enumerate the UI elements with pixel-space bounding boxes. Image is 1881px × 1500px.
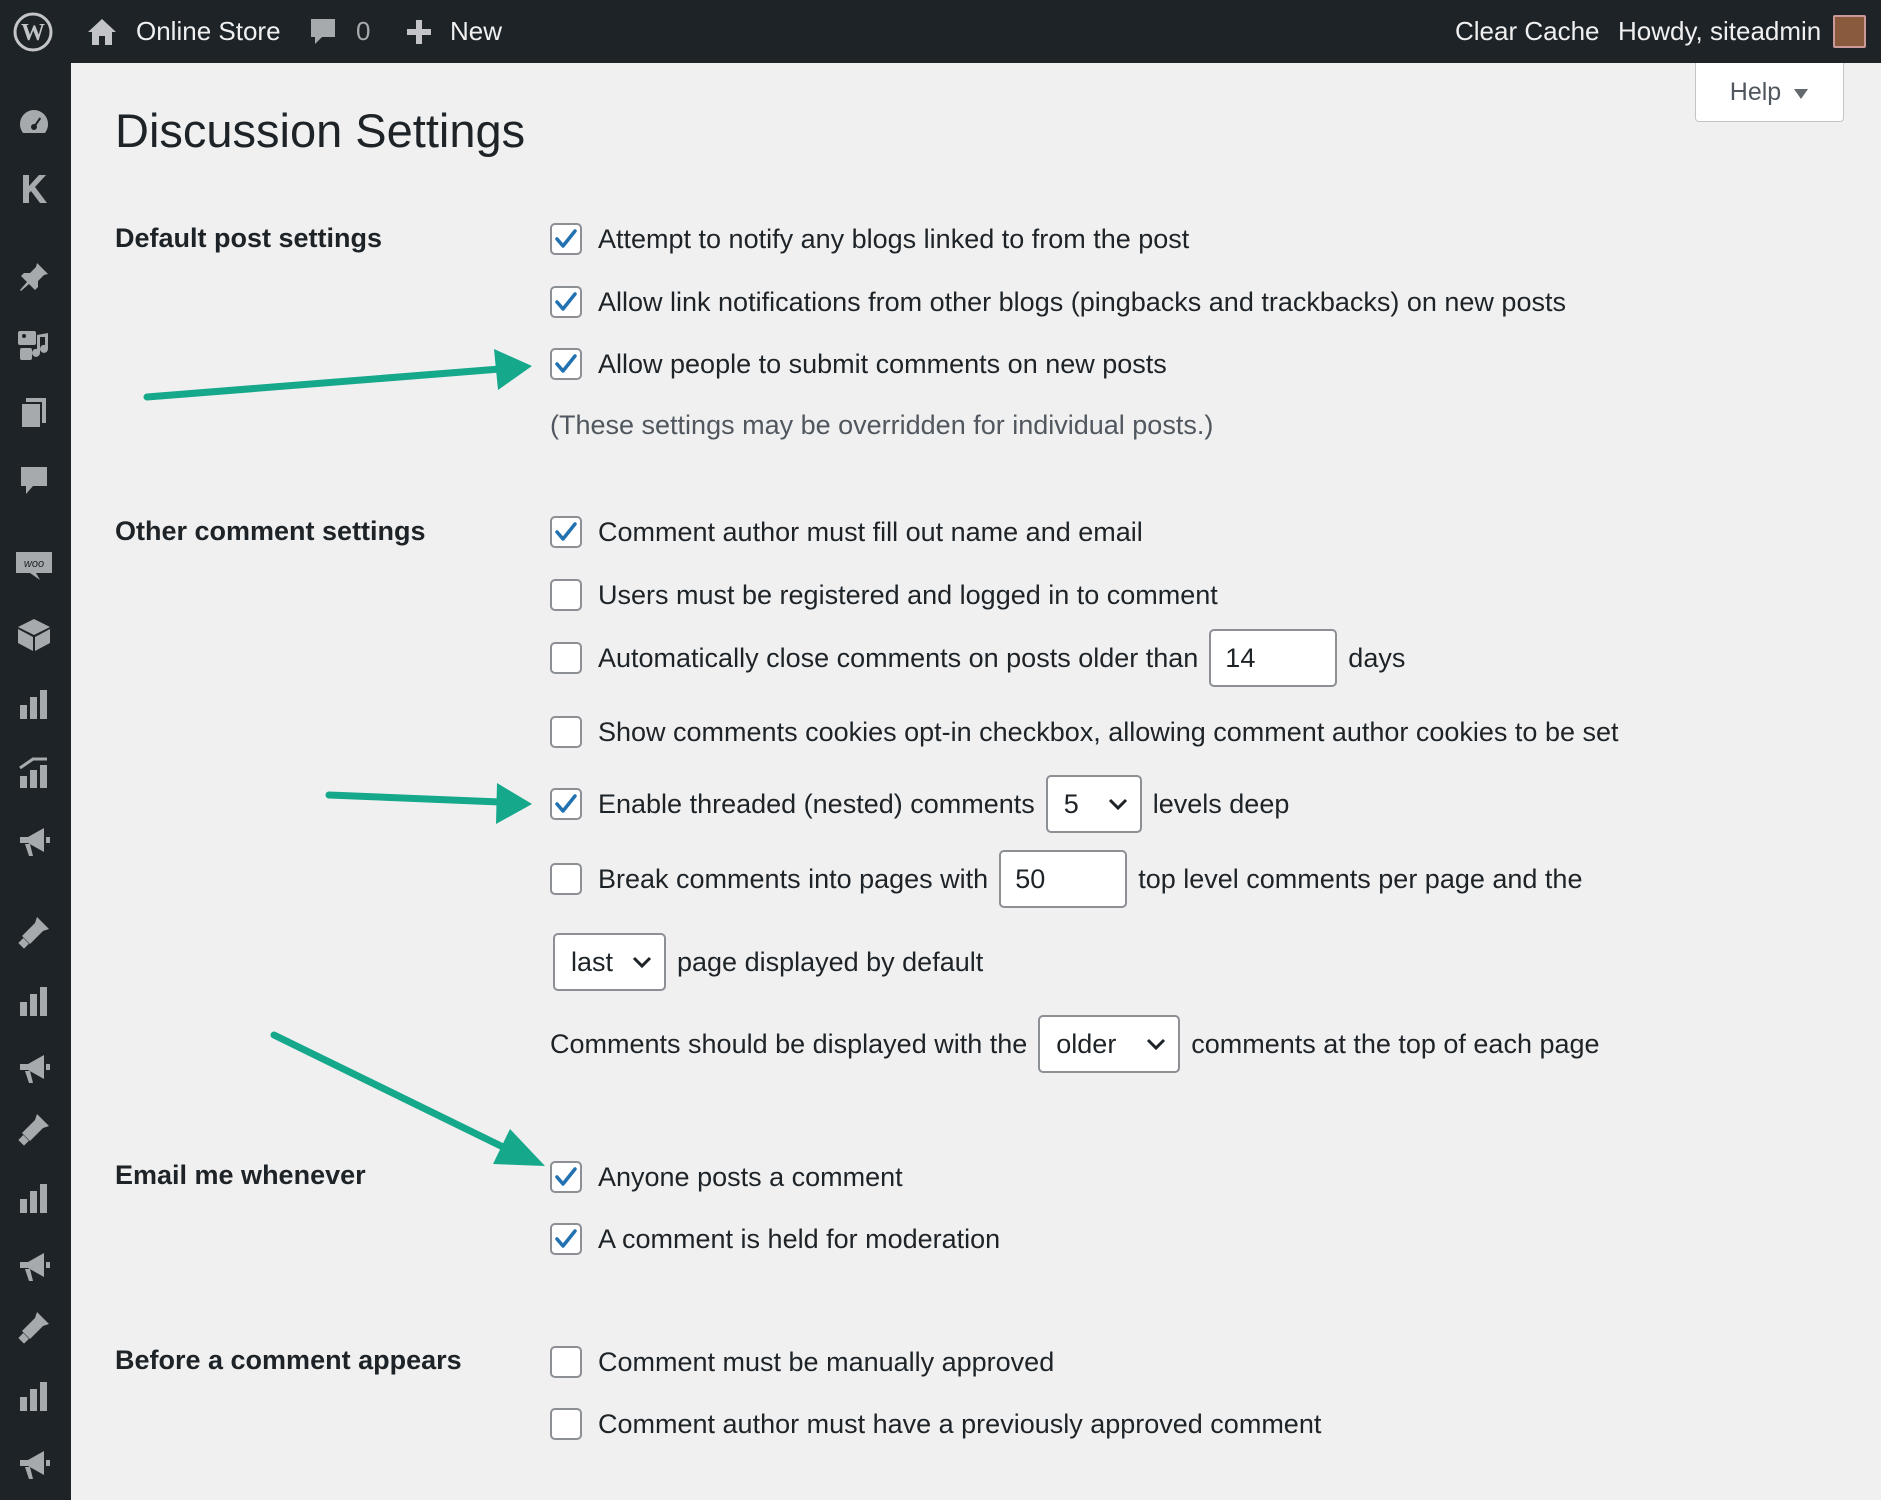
megaphone-icon[interactable] — [14, 822, 54, 862]
comments-per-page-input[interactable]: 50 — [999, 850, 1127, 908]
pages-icon[interactable] — [14, 393, 54, 433]
chevron-down-icon — [614, 956, 652, 968]
help-tab-button[interactable] — [1695, 63, 1844, 122]
previously-approved-label: Comment author must have a previously approved comment — [598, 1408, 1322, 1439]
held-moderation-checkbox[interactable] — [550, 1223, 582, 1255]
option-auto-close — [550, 629, 1405, 687]
option-manual-approval[interactable] — [550, 1346, 1054, 1378]
option-registered[interactable] — [550, 579, 1218, 611]
marketing-chart-icon[interactable] — [14, 753, 54, 793]
manual-approval-label: Comment must be manually approved — [598, 1346, 1055, 1377]
k-icon[interactable] — [14, 169, 54, 209]
checkmark-icon — [554, 227, 578, 251]
email-me-whenever-label: Email me whenever — [115, 1160, 366, 1190]
default-page-select[interactable] — [553, 933, 666, 991]
registered-label: Users must be registered and logged in to comment — [598, 579, 1218, 610]
checkmark-icon — [554, 520, 578, 544]
anyone-posts-label: Anyone posts a comment — [598, 1161, 903, 1192]
option-notify-blogs[interactable] — [550, 223, 1189, 255]
triangle-down-icon — [1793, 78, 1809, 107]
option-anyone-posts[interactable] — [550, 1161, 903, 1193]
chart-icon[interactable] — [14, 1178, 54, 1218]
other-comment-settings-label: Other comment settings — [115, 516, 426, 546]
comments-count: 0 — [356, 16, 371, 46]
default-page-label: page displayed by default — [677, 946, 984, 977]
option-cookies[interactable] — [550, 716, 1619, 748]
analytics-icon[interactable] — [14, 684, 54, 724]
admin-bar — [0, 0, 1881, 63]
per-page-label: top level comments per page and the — [1138, 863, 1583, 894]
site-name-link[interactable] — [86, 0, 281, 63]
checkmark-icon — [554, 792, 578, 816]
chevron-down-icon — [1128, 1038, 1166, 1050]
account-menu[interactable] — [1618, 0, 1866, 63]
option-paginate — [550, 850, 1582, 908]
paginate-label: Break comments into pages with — [598, 863, 989, 894]
levels-deep-label: levels deep — [1152, 788, 1290, 819]
comments-link[interactable] — [308, 0, 370, 63]
site-name: Online Store — [136, 16, 281, 46]
clear-cache-label: Clear Cache — [1455, 16, 1600, 46]
dashboard-icon[interactable] — [14, 103, 54, 143]
megaphone-icon[interactable] — [14, 1445, 54, 1485]
megaphone-icon[interactable] — [14, 1049, 54, 1089]
pin-icon[interactable] — [14, 257, 54, 297]
option-pingbacks[interactable] — [550, 286, 1566, 318]
appearance-icon[interactable] — [14, 912, 54, 952]
home-icon — [86, 17, 118, 47]
default-page-value: last — [571, 946, 614, 977]
notify-blogs-checkbox[interactable] — [550, 223, 582, 255]
comment-order-select[interactable] — [1038, 1015, 1180, 1073]
option-threaded — [550, 775, 1289, 833]
svg-text:W: W — [21, 19, 45, 46]
option-previously-approved[interactable] — [550, 1408, 1321, 1440]
checkmark-icon — [554, 1227, 578, 1251]
comment-order-label: Comments should be displayed with the — [550, 1028, 1028, 1059]
option-held-moderation[interactable] — [550, 1223, 1000, 1255]
megaphone-icon[interactable] — [14, 1247, 54, 1287]
media-icon[interactable] — [14, 325, 54, 365]
svg-text:woo: woo — [23, 558, 45, 570]
clear-cache-link[interactable] — [1455, 0, 1600, 63]
threaded-checkbox[interactable] — [550, 788, 582, 820]
new-label: New — [450, 16, 503, 46]
option-default-page — [542, 933, 983, 991]
comment-order-suffix: comments at the top of each page — [1191, 1028, 1600, 1059]
cookies-checkbox[interactable] — [550, 716, 582, 748]
pingbacks-checkbox[interactable] — [550, 286, 582, 318]
annotation-arrow-threaded — [329, 783, 532, 824]
thread-depth-select[interactable] — [1046, 775, 1142, 833]
allow-comments-label: Allow people to submit comments on new posts — [598, 348, 1167, 379]
pingbacks-label: Allow link notifications from other blogs (pingbacks and trackbacks) on new posts — [598, 286, 1566, 317]
option-name-email[interactable] — [550, 516, 1143, 548]
new-content-link[interactable] — [406, 0, 502, 63]
held-moderation-label: A comment is held for moderation — [598, 1223, 1001, 1254]
howdy-label: Howdy, siteadmin — [1618, 16, 1822, 46]
auto-close-label: Automatically close comments on posts older than — [598, 642, 1199, 673]
option-comment-order — [550, 1015, 1600, 1073]
close-days-input[interactable]: 14 — [1209, 629, 1337, 687]
default-post-settings-label: Default post settings — [115, 223, 383, 253]
appearance-icon[interactable] — [14, 1307, 54, 1347]
products-icon[interactable] — [14, 615, 54, 655]
thread-depth-value: 5 — [1063, 788, 1079, 819]
chart-icon[interactable] — [14, 981, 54, 1021]
manual-approval-checkbox[interactable] — [550, 1346, 582, 1378]
chevron-down-icon — [1090, 798, 1128, 810]
page-title: Discussion Settings — [115, 104, 526, 157]
before-comment-appears-label: Before a comment appears — [115, 1345, 462, 1375]
anyone-posts-checkbox[interactable] — [550, 1161, 582, 1193]
checkmark-icon — [554, 1165, 578, 1189]
wordpress-logo-icon[interactable] — [12, 0, 54, 63]
checkmark-icon — [554, 290, 578, 314]
threaded-label: Enable threaded (nested) comments — [598, 788, 1035, 819]
woo-icon[interactable] — [14, 546, 54, 586]
option-allow-comments[interactable] — [550, 348, 1167, 380]
paginate-checkbox[interactable] — [550, 863, 582, 895]
comment-bubble-icon — [308, 16, 338, 48]
auto-close-checkbox[interactable] — [550, 642, 582, 674]
appearance-icon[interactable] — [14, 1109, 54, 1149]
annotation-arrow-allow-comments — [147, 349, 532, 397]
registered-checkbox[interactable] — [550, 579, 582, 611]
plus-icon — [406, 19, 432, 45]
chart-icon[interactable] — [14, 1376, 54, 1416]
allow-comments-checkbox[interactable] — [550, 348, 582, 380]
name-email-label: Comment author must fill out name and email — [598, 516, 1143, 547]
notify-blogs-label: Attempt to notify any blogs linked to from the post — [598, 223, 1190, 254]
avatar — [1833, 15, 1866, 48]
cookies-label: Show comments cookies opt-in checkbox, allowing comment author cookies to be set — [598, 716, 1619, 747]
days-label: days — [1348, 642, 1406, 673]
checkmark-icon — [554, 352, 578, 376]
override-note: (These settings may be overridden for individual posts.) — [550, 410, 1214, 440]
name-email-checkbox[interactable] — [550, 516, 582, 548]
help-label: Help — [1729, 77, 1782, 106]
comments-icon[interactable] — [14, 461, 54, 501]
comment-order-value: older — [1056, 1028, 1117, 1059]
admin-sidebar — [0, 63, 71, 1500]
annotation-arrow-anyone-posts — [274, 1035, 545, 1166]
previously-approved-checkbox[interactable] — [550, 1408, 582, 1440]
